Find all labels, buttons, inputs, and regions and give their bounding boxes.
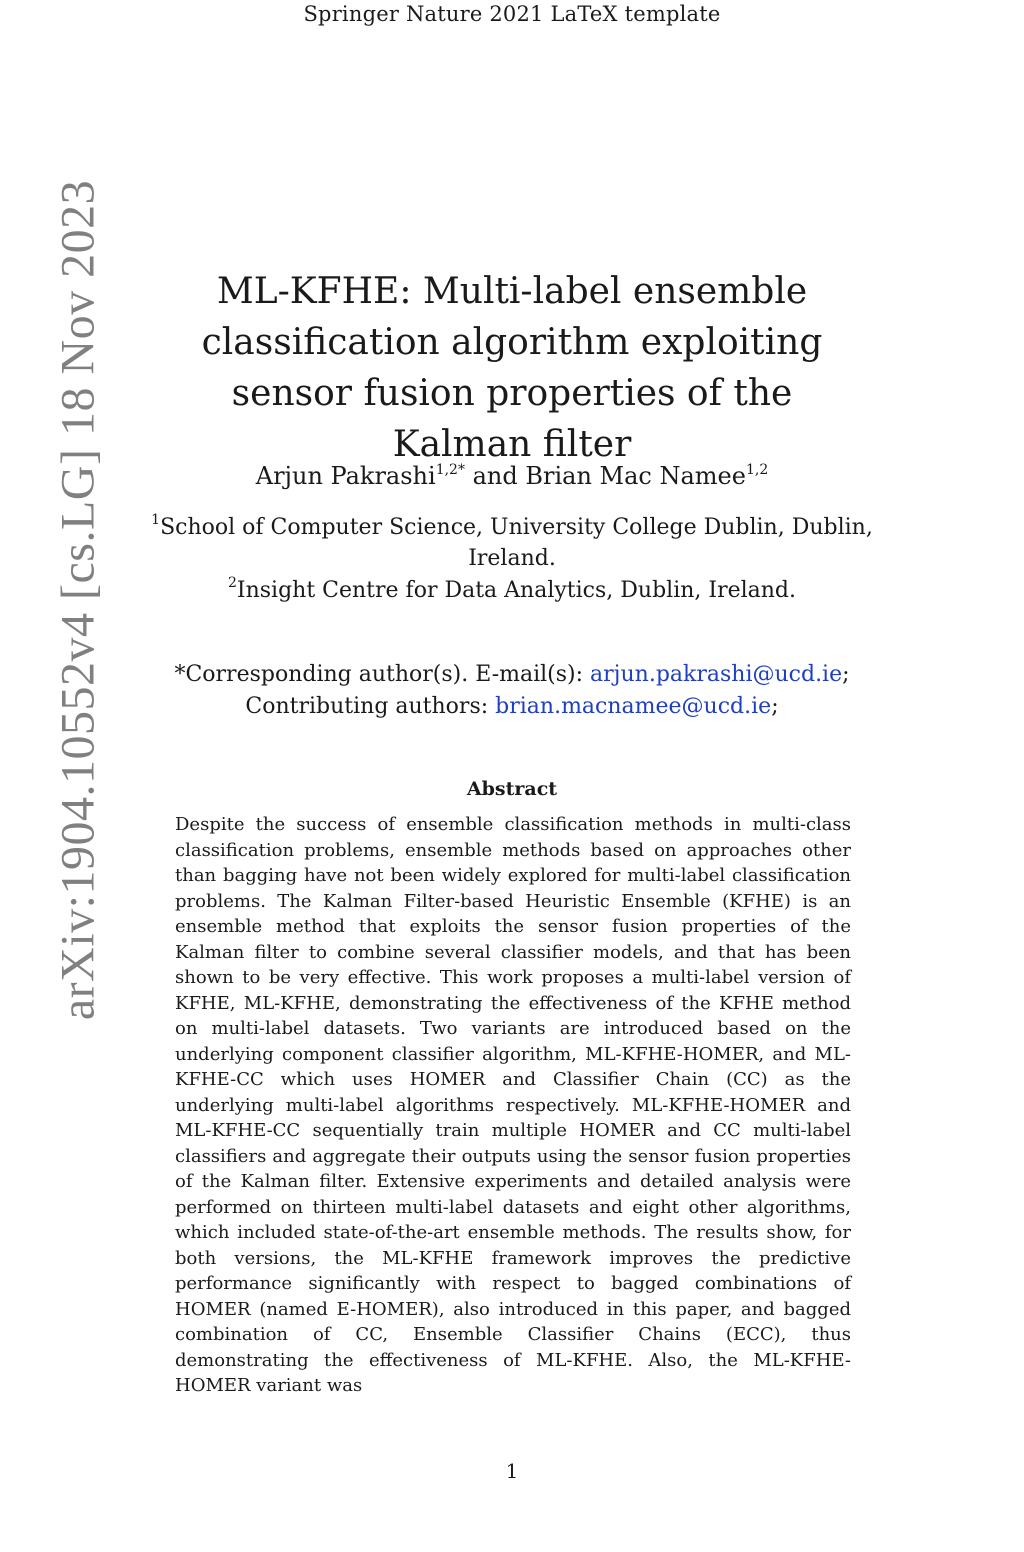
contributing-authors-line (120, 694, 904, 719)
separator: ; (842, 662, 850, 687)
author-list (0, 462, 1024, 490)
page-number: 1 (505, 1459, 519, 1483)
affiliation (140, 512, 884, 574)
separator: ; (771, 694, 779, 719)
author-conjunction: and (464, 462, 526, 490)
abstract-heading: Abstract (466, 778, 558, 800)
affiliation (140, 575, 884, 606)
author-affiliation-marker: 1,2* (435, 462, 465, 478)
contributing-authors-label: Contributing authors: (245, 694, 496, 719)
affiliation-marker: 1 (151, 512, 161, 528)
author-name: Arjun Pakrashi (255, 462, 436, 490)
affiliation-text: School of Computer Science, University College Dublin, Dublin, Ireland. (160, 515, 873, 571)
paper-title: ML-KFHE: Multi-label ensemble classification algorithm exploiting sensor fusion properties of the Kalman filter (201, 271, 823, 465)
author-affiliation-marker: 1,2 (745, 462, 769, 478)
corresponding-author-line (120, 662, 904, 687)
contributing-email-link[interactable]: brian.macnamee@ucd.ie (495, 694, 772, 719)
affiliation-marker: 2 (227, 575, 237, 591)
affiliation-text: Insight Centre for Data Analytics, Dublin, Ireland. (236, 578, 797, 603)
arxiv-identifier-stamp: arXiv:1904.10552v4 [cs.LG] 18 Nov 2023 (51, 179, 105, 1021)
corresponding-email-link[interactable]: arjun.pakrashi@ucd.ie (590, 662, 843, 687)
abstract-body: Despite the success of ensemble classification methods in multi-class classification problems, ensemble methods based on approaches other than bagging have not been widely explored for multi-label classification problems. The Kalman Filter-based Heuristic Ensemble (KFHE) is an ensemble method that exploits the sensor fusion properties of the Kalman filter to combine several classifier models, and that has been shown to be very effective. This work proposes a multi-label version of KFHE, ML-KFHE, demonstrating the effectiveness of the KFHE method on multi-label datasets. Two variants are introduced based on the underlying component classifier algorithm, ML-KFHE-HOMER, and ML-KFHE-CC which uses HOMER and Classifier Chain (CC) as the underlying multi-label algorithms respectively. ML-KFHE-HOMER and ML-KFHE-CC sequentially train multiple HOMER and CC multi-label classifiers and aggregate their outputs using the sensor fusion properties of the Kalman filter. Extensive experiments and detailed analysis were performed on thirteen multi-label datasets and eight other algorithms, which included state-of-the-art ensemble methods. The results show, for both versions, the ML-KFHE framework improves the predictive performance significantly with respect to bagged combinations of HOMER (named E-HOMER), also introduced in this paper, and bagged combination of CC, Ensemble Classifier Chains (ECC), thus demonstrating the effectiveness of ML-KFHE. Also, the ML-KFHE-HOMER variant was (175, 814, 851, 1396)
author-name: Brian Mac Namee (525, 462, 746, 490)
corresponding-author-label: *Corresponding author(s). E-mail(s): (174, 662, 591, 687)
running-header: Springer Nature 2021 LaTeX template (303, 2, 721, 26)
